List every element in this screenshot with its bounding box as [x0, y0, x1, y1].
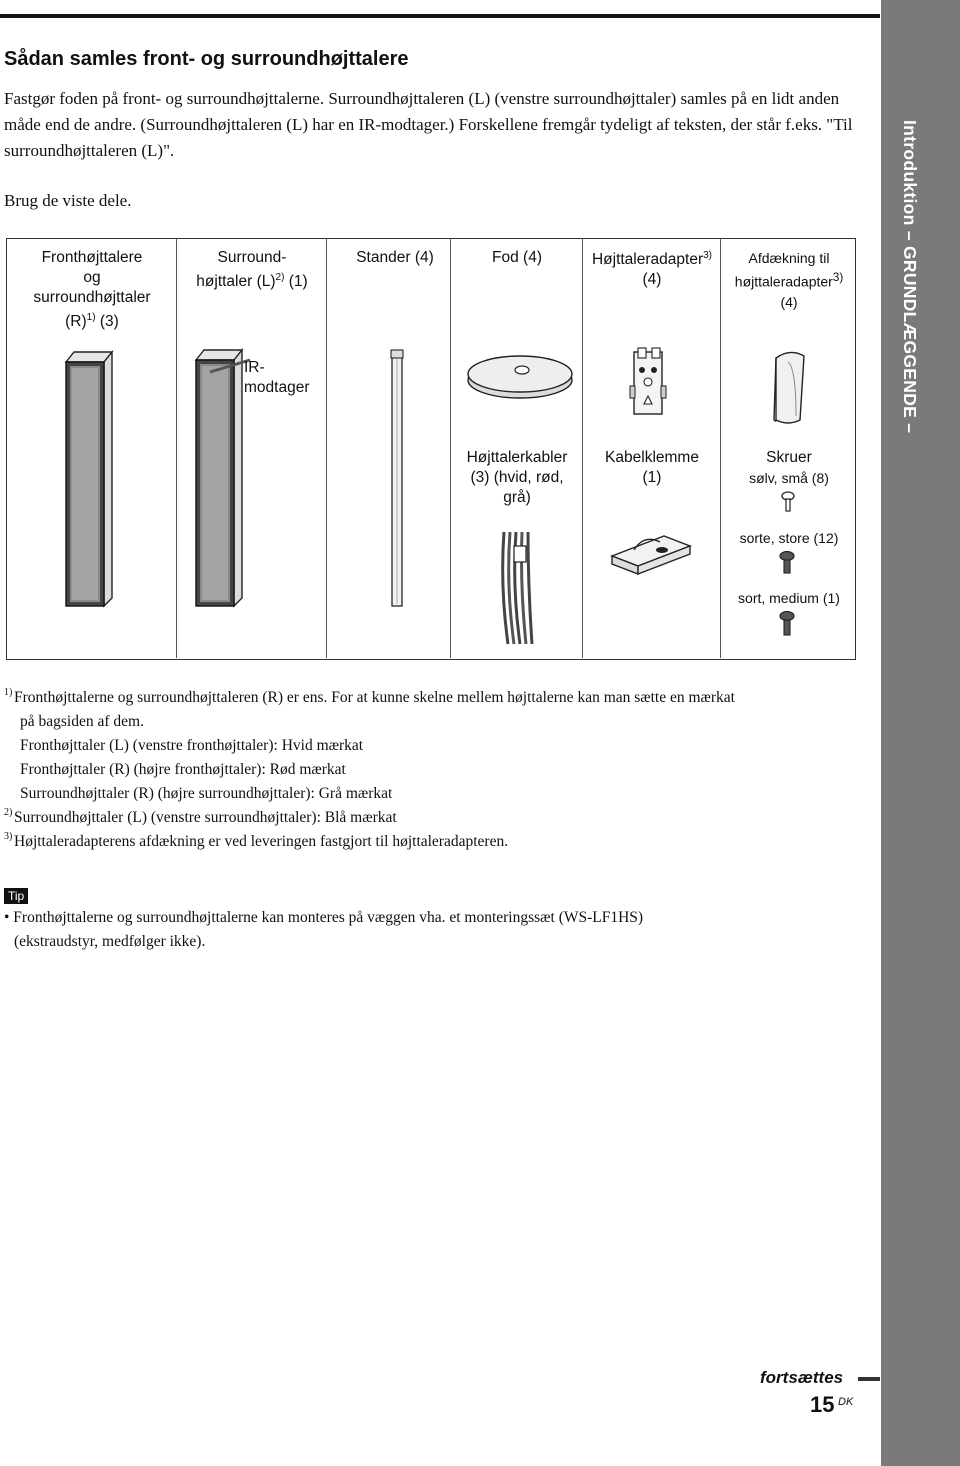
footnote-1-continued: på bagsiden af dem. — [20, 713, 144, 730]
page-number-suffix: DK — [838, 1396, 854, 1408]
page-number: 15 — [810, 1392, 835, 1417]
stand-illustration — [386, 346, 410, 612]
column-divider — [176, 238, 177, 658]
screw-black-medium-icon — [776, 610, 798, 638]
column-divider — [720, 238, 721, 658]
footnote-1: 1) Fronthøjttalerne og surroundhøjttaleren (R) er ens. For at kunne skelne mellem højttalerne kan man sætte en mærkat — [4, 687, 735, 706]
column-divider — [582, 238, 583, 658]
foot-label: Fod (4) — [492, 249, 542, 266]
column-divider — [450, 238, 451, 658]
footnote-3: 3) Højttaleradapterens afdækning er ved leveringen fastgjort til højttaleradapteren. — [4, 831, 509, 850]
surround-l-label: Surround- højttaler $(L)^{2)}$ (1) — [196, 249, 308, 291]
continues-bar — [858, 1377, 880, 1381]
cable-clamp-illustration — [604, 522, 698, 582]
section-side-tab — [881, 0, 960, 1466]
tip-text — [4, 906, 864, 954]
continues-label: fortsættes — [760, 1368, 844, 1387]
screws-black-large-label: sorte, store (12) — [739, 530, 839, 546]
screws-title: Skruer — [766, 449, 812, 466]
footnote-1-line: Fronthøjttaler (L) (venstre fronthøjttaler): Hvid mærkat — [20, 737, 364, 754]
surround-speaker-illustration — [186, 346, 252, 612]
column-divider — [326, 238, 327, 658]
adapter-label: Højttaleradapter$^{3)}$ (4) — [591, 250, 713, 289]
top-rule — [0, 14, 880, 18]
intro-paragraph: Fastgør foden på front- og surroundhøjttalerne. Surroundhøjttaleren (L) (venstre surroundhøjttaler) samles på en lidt anden måde end de andre. (Surroundhøjttaleren (L) har en IR-modtager.) Forskellene fremgår tydeligt af teksten, der står f.eks. "Til surroundhøjttaleren (L)". — [4, 89, 853, 160]
ir-receiver-label: IR- modtager — [244, 359, 310, 396]
screw-black-large-icon — [776, 550, 798, 576]
screws-black-medium-label: sort, medium (1) — [738, 590, 840, 606]
speaker-adapter-illustration — [624, 346, 674, 422]
foot-illustration — [464, 346, 576, 402]
tip-bullet: • Fronthøjttalerne og surroundhøjttalerne kan monteres på væggen vha. et monteringssæt (WS-LF1HS) — [4, 909, 644, 926]
page-title: Sådan samles front- og surroundhøjttalere — [4, 48, 409, 70]
front-speaker-illustration — [56, 348, 116, 610]
screws-silver-label: sølv, små (8) — [749, 470, 829, 486]
adapter-cover-illustration — [762, 346, 816, 428]
footnote-2: 2) Surroundhøjttaler (L) (venstre surroundhøjttaler): Blå mærkat — [4, 807, 397, 826]
cable-clamp-label: Kabelklemme (1) — [605, 449, 699, 486]
front-speakers-label: Fronthøjttalere og surroundhøjttaler $(R)^{1)}$ (3) — [33, 249, 151, 331]
intro-instruction: Brug de viste dele. — [4, 191, 132, 210]
speaker-cables-illustration — [494, 526, 542, 652]
footnotes — [4, 686, 874, 854]
tip-badge: Tip — [4, 888, 28, 904]
screw-silver-icon — [778, 490, 798, 514]
stand-label: Stander (4) — [356, 249, 434, 266]
footnote-1-line: Fronthøjttaler (R) (højre fronthøjttaler): Rød mærkat — [20, 761, 346, 778]
tip-bullet-continued: (ekstraudstyr, medfølger ikke). — [14, 933, 206, 950]
footnote-1-line: Surroundhøjttaler (R) (højre surroundhøjttaler): Grå mærkat — [20, 785, 393, 802]
section-tab-label: Introduktion – GRUNDLÆGGENDE – — [900, 120, 920, 434]
adapter-cover-label: Afdækning til højttaleradapter$^{3)}$ (4) — [734, 250, 844, 310]
speaker-cables-label: Højttalerkabler (3) (hvid, rød, grå) — [466, 449, 568, 506]
intro-section — [4, 86, 874, 214]
